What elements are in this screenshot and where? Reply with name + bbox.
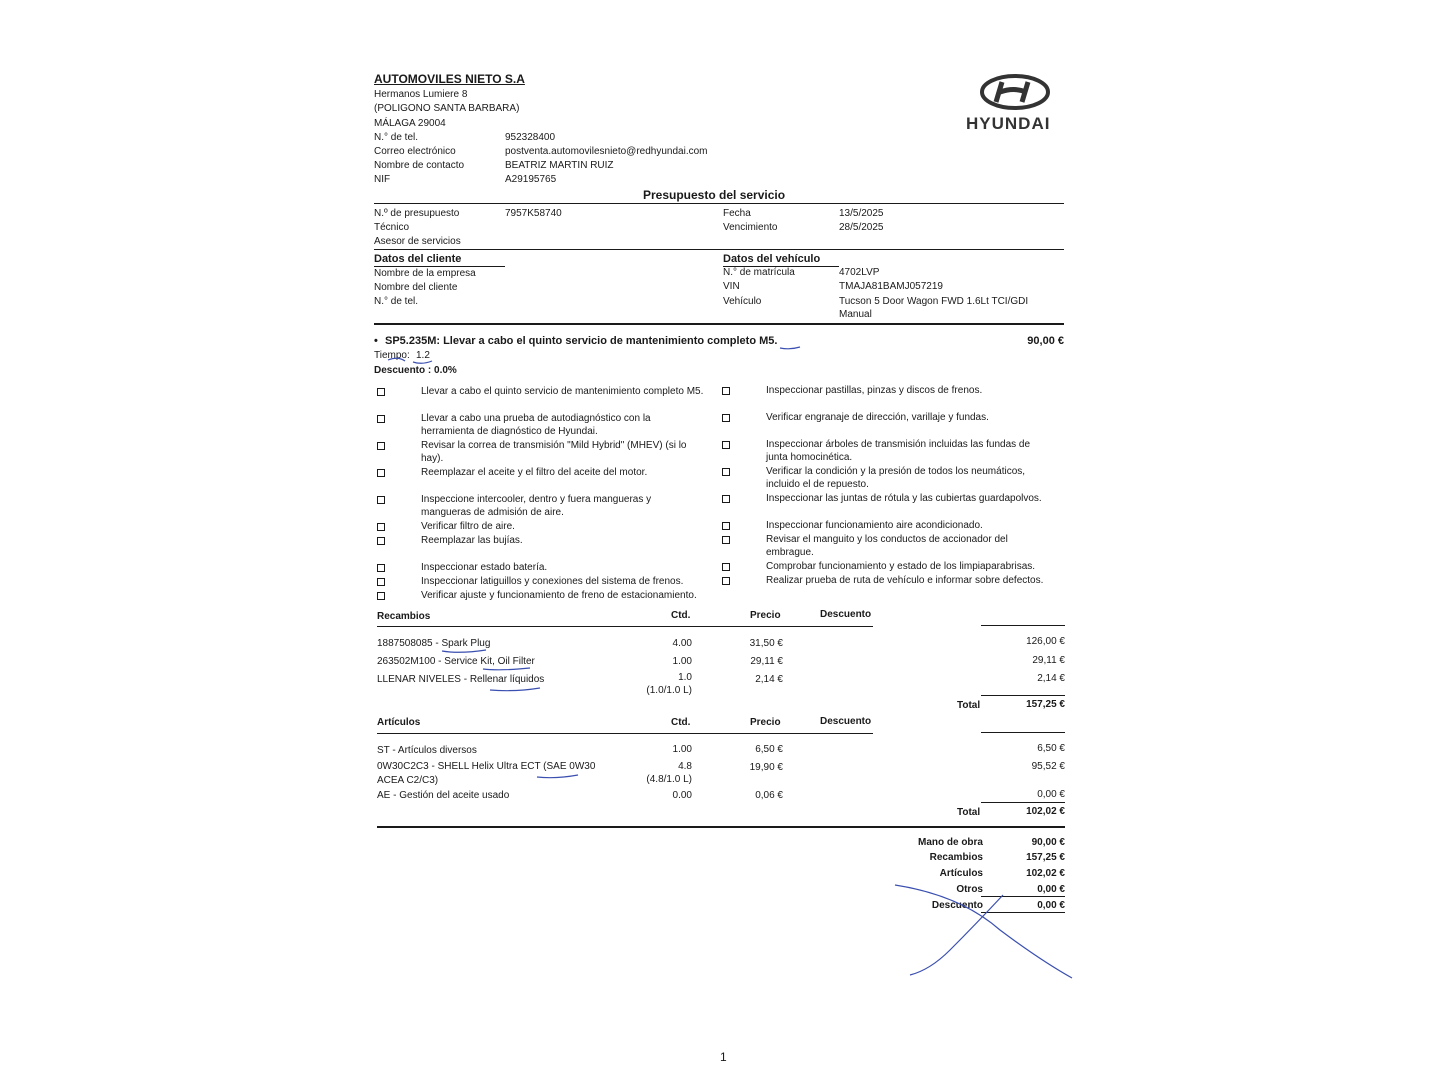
- expiry-value: 28/5/2025: [839, 222, 884, 233]
- budget-number-value: 7957K58740: [505, 208, 562, 219]
- brand-name: HYUNDAI: [966, 114, 1051, 133]
- service-discount: Descuento : 0.0%: [374, 365, 457, 376]
- article-row-desc: ST - Artículos diversos: [377, 745, 477, 756]
- parts-header-item: Recambios: [377, 611, 431, 622]
- client-heading: Datos del cliente: [374, 253, 462, 265]
- vin-value: TMAJA81BAMJ057219: [839, 281, 943, 292]
- task-item: Reemplazar el aceite y el filtro del aceite del motor.: [421, 467, 648, 478]
- task-item: Revisar la correa de transmisión "Mild Hybrid" (MHEV) (si lo hay).: [421, 440, 687, 464]
- pen-underline: [537, 775, 578, 778]
- part-row-qty: 1.00: [672, 656, 692, 667]
- task-item: Verificar engranaje de dirección, varillaje y fundas.: [766, 412, 989, 423]
- articles-header-item: Artículos: [377, 717, 421, 728]
- summary-others-value: 0,00 €: [1037, 884, 1065, 895]
- task-item: Inspeccionar estado batería.: [421, 562, 548, 573]
- article-row-price: 19,90 €: [749, 762, 783, 773]
- vin-label: VIN: [723, 281, 740, 292]
- part-row-desc: 1887508085 - Spark Plug: [377, 638, 491, 649]
- expiry-label: Vencimiento: [723, 222, 778, 233]
- summary-labour-label: Mano de obra: [917, 837, 983, 848]
- part-row-qty: 4.00: [672, 638, 692, 649]
- company-contact-label: Nombre de contacto: [374, 160, 465, 171]
- part-row-qty: 1.0: [678, 672, 692, 683]
- article-row-qty-detail: (4.8/1.0 L): [646, 774, 692, 785]
- company-email-label: Correo electrónico: [374, 146, 456, 157]
- article-row-desc: 0W30C2C3 - SHELL Helix Ultra ECT (SAE 0W30: [377, 761, 596, 772]
- service-advisor-label: Asesor de servicios: [374, 236, 461, 247]
- pen-underline: [780, 347, 800, 349]
- part-row-total: 29,11 €: [1032, 655, 1065, 666]
- company-name: AUTOMOVILES NIETO S.A: [374, 72, 525, 86]
- articles-total-label: Total: [957, 807, 981, 818]
- service-time-value: 1.2: [416, 350, 430, 361]
- article-row-price: 0,06 €: [755, 790, 783, 801]
- part-row-price: 31,50 €: [749, 638, 783, 649]
- task-item: Llevar a cabo el quinto servicio de mantenimiento completo M5.: [421, 386, 704, 397]
- company-city: MÁLAGA 29004: [374, 118, 446, 129]
- vehicle-heading: Datos del vehículo: [723, 253, 821, 265]
- summary-articles-value: 102,02 €: [1026, 868, 1065, 879]
- article-row-qty: 1.00: [672, 744, 692, 755]
- task-item: Inspeccionar funcionamiento aire acondicionado.: [766, 520, 983, 531]
- company-address-line1: Hermanos Lumiere 8: [374, 89, 468, 100]
- pen-cross-stroke: [895, 885, 1072, 978]
- summary-articles-label: Artículos: [939, 868, 983, 879]
- client-phone-label: N.° de tel.: [374, 296, 419, 307]
- part-row-desc: LLENAR NIVELES - Rellenar líquidos: [377, 674, 545, 685]
- vehicle-transmission: Manual: [839, 309, 872, 320]
- pen-underline: [483, 668, 530, 670]
- pen-underline: [388, 358, 405, 361]
- task-item: Inspeccionar pastillas, pinzas y discos de frenos.: [766, 385, 983, 396]
- task-item: Comprobar funcionamiento y estado de los limpiaparabrisas.: [766, 561, 1036, 572]
- date-value: 13/5/2025: [839, 208, 884, 219]
- pen-cross-stroke: [910, 895, 1003, 975]
- article-row-total: 0,00 €: [1037, 789, 1065, 800]
- part-row-desc: 263502M100 - Service Kit, Oil Filter: [377, 656, 535, 667]
- part-row-price: 29,11 €: [750, 656, 783, 667]
- summary-discount-value: 0,00 €: [1037, 900, 1065, 911]
- service-price: 90,00 €: [1027, 335, 1064, 347]
- articles-header-price: Precio: [750, 717, 781, 728]
- plate-value: 4702LVP: [839, 267, 880, 278]
- pen-underline: [413, 361, 432, 363]
- task-item: Inspeccionar árboles de transmisión incluidas las fundas de junta homocinética.: [766, 439, 1031, 463]
- company-phone-value: 952328400: [505, 132, 556, 143]
- part-row-total: 126,00 €: [1026, 636, 1065, 647]
- parts-total-label: Total: [957, 700, 981, 711]
- page-number: 1: [720, 1050, 727, 1064]
- parts-header-qty: Ctd.: [671, 610, 691, 621]
- parts-header-discount: Descuento: [820, 609, 872, 620]
- part-row-price: 2,14 €: [755, 674, 783, 685]
- company-email-value: postventa.automovilesnieto@redhyundai.com: [505, 146, 708, 157]
- articles-header-discount: Descuento: [820, 716, 872, 727]
- vehicle-label: Vehículo: [723, 296, 762, 307]
- client-company-label: Nombre de la empresa: [374, 268, 476, 279]
- articles-header-qty: Ctd.: [671, 717, 691, 728]
- article-row-desc: AE - Gestión del aceite usado: [377, 790, 510, 801]
- task-item: Inspeccionar las juntas de rótula y las cubiertas guardapolvos.: [766, 493, 1042, 504]
- task-item: Inspeccione intercooler, dentro y fuera mangueras y mangueras de admisión de aire.: [421, 494, 652, 518]
- summary-labour-value: 90,00 €: [1031, 837, 1065, 848]
- summary-discount-label: Descuento: [931, 900, 983, 911]
- parts-total-value: 157,25 €: [1026, 699, 1065, 710]
- pen-underline: [442, 650, 486, 652]
- task-item: Reemplazar las bujías.: [421, 535, 523, 546]
- company-contact-value: BEATRIZ MARTIN RUIZ: [505, 160, 614, 171]
- article-row-desc-line2: ACEA C2/C3): [377, 775, 439, 786]
- article-row-qty: 0.00: [672, 790, 692, 801]
- task-item: Verificar ajuste y funcionamiento de freno de estacionamiento.: [421, 590, 697, 601]
- summary-parts-value: 157,25 €: [1026, 852, 1065, 863]
- task-item: Inspeccionar latiguillos y conexiones del sistema de frenos.: [421, 576, 684, 587]
- summary-others-label: Otros: [956, 884, 983, 895]
- vehicle-value: Tucson 5 Door Wagon FWD 1.6Lt TCI/GDI: [839, 296, 1029, 307]
- service-title: SP5.235M: Llevar a cabo el quinto servicio de mantenimiento completo M5.: [385, 335, 778, 347]
- client-name-label: Nombre del cliente: [374, 282, 458, 293]
- article-row-total: 95,52 €: [1031, 761, 1065, 772]
- task-item: Verificar la condición y la presión de todos los neumáticos, incluido el de repuesto.: [766, 466, 1026, 490]
- company-nif-value: A29195765: [505, 174, 557, 185]
- budget-number-label: N.º de presupuesto: [374, 208, 460, 219]
- technician-label: Técnico: [374, 222, 410, 233]
- pen-underline: [490, 688, 540, 691]
- document-title: Presupuesto del servicio: [643, 188, 786, 202]
- service-time-label: Tiempo:: [374, 350, 410, 361]
- task-item: Realizar prueba de ruta de vehículo e informar sobre defectos.: [766, 575, 1044, 586]
- parts-header-price: Precio: [750, 610, 781, 621]
- task-item: Revisar el manguito y los conductos de accionador del embrague.: [766, 534, 1008, 558]
- article-row-price: 6,50 €: [755, 744, 783, 755]
- part-row-total: 2,14 €: [1037, 673, 1065, 684]
- task-item: Verificar filtro de aire.: [421, 521, 515, 532]
- plate-label: N.° de matrícula: [723, 267, 795, 278]
- part-row-qty-detail: (1.0/1.0 L): [646, 685, 692, 696]
- service-bullet: •: [374, 335, 378, 347]
- article-row-total: 6,50 €: [1037, 743, 1065, 754]
- company-nif-label: NIF: [374, 174, 391, 185]
- articles-total-value: 102,02 €: [1026, 806, 1065, 817]
- article-row-qty: 4.8: [678, 761, 692, 772]
- summary-parts-label: Recambios: [929, 852, 983, 863]
- task-item: Llevar a cabo una prueba de autodiagnóstico con la herramienta de diagnóstico de Hyundai.: [421, 413, 651, 437]
- company-address-line2: (POLIGONO SANTA BARBARA): [374, 103, 520, 114]
- company-phone-label: N.° de tel.: [374, 132, 419, 143]
- date-label: Fecha: [723, 208, 751, 219]
